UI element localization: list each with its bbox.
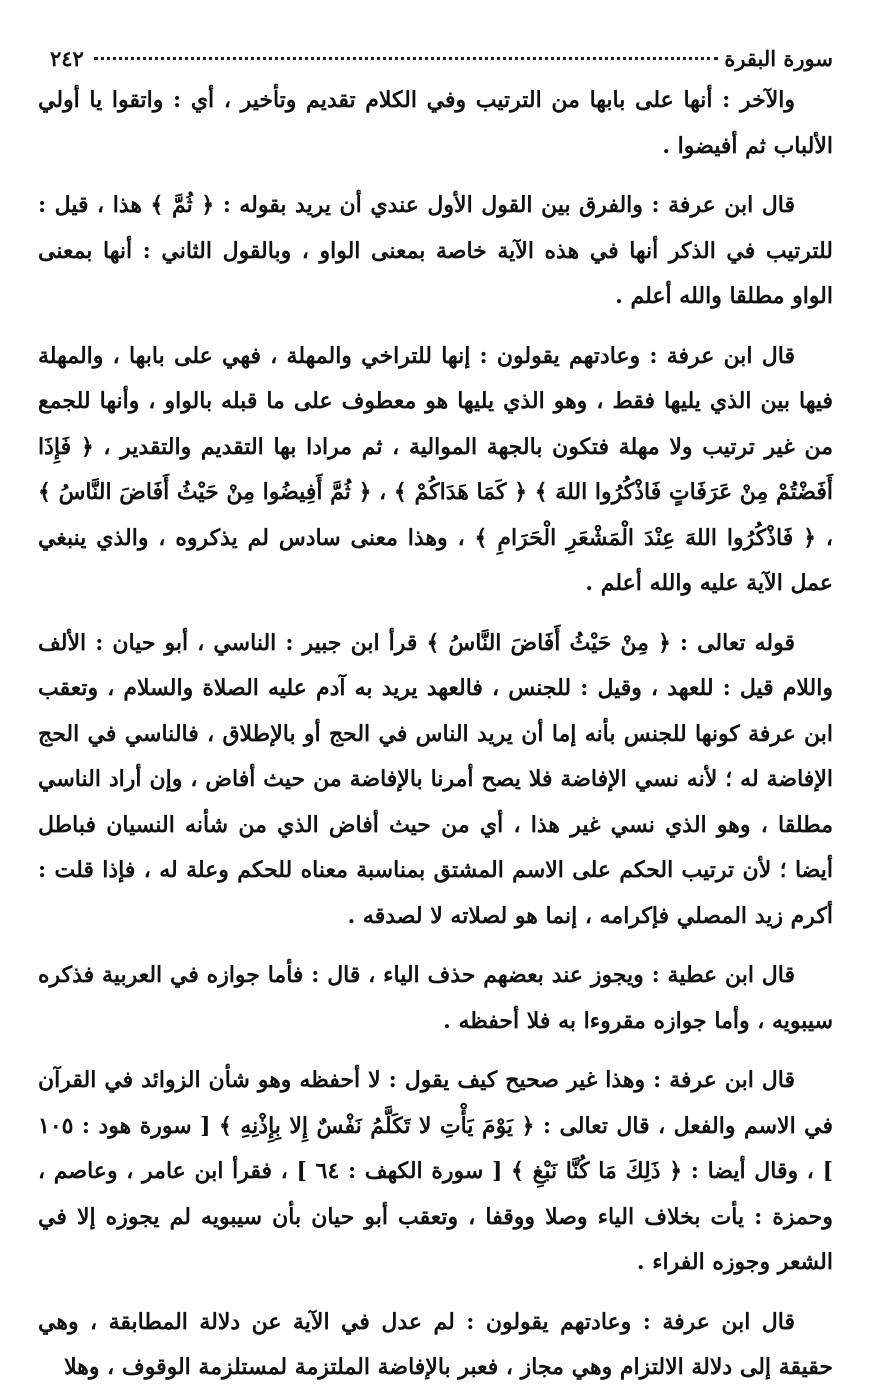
paragraph: قال ابن عرفة : والفرق بين القول الأول عندي أن يريد بقوله : ﴿ ثُمَّ ﴾ هذا ، قيل : للترتيب في الذكر أنها في هذه الآية خاصة بمعنى الواو ، وبالقول الثاني : أنها بمعنى الواو مطلقا والله أعلم . — [38, 192, 833, 309]
page-header — [38, 38, 833, 78]
paragraph: قال ابن عطية : ويجوز عند بعضهم حذف الياء ، قال : فأما جوازه في العربية فذكره سيبويه ، وأما جوازه مقروءا به فلا أحفظه . — [38, 962, 833, 1034]
surah-title: سورة البقرة — [724, 45, 833, 71]
page-number: ٢٤٢ — [50, 45, 84, 71]
paragraph: قوله تعالى : ﴿ مِنْ حَيْثُ أَفَاضَ النَّاسُ ﴾ قرأ ابن جبير : الناسي ، أبو حيان : الألف واللام قيل : للعهد ، وقيل : للجنس ، فالعهد يريد به آدم عليه الصلاة والسلام ، وتعقب ابن عرفة كونها للجنس بأنه إما أن يريد الناس في الحج أو بالإطلاق ، فالناسي في الحج الإفاضة له ؛ لأنه نسي الإفاضة فلا يصح أمرنا بالإفاضة من حيث أفاض ، وإن أراد الناسي مطلقا ، وهو الذي نسي غير هذا ، أي من حيث أفاض الذي من شأنه النسيان فباطل أيضا ؛ لأن ترتيب الحكم على الاسم المشتق بمناسبة معناه للحكم وعلة له ، فإذا قلت : أكرم زيد المصلي فإكرامه ، إنما هو لصلاته لا لصدقه . — [38, 629, 833, 929]
header-dotted-leader — [94, 57, 718, 60]
paragraph: قال ابن عرفة : وعادتهم يقولون : إنها للتراخي والمهلة ، فهي على بابها ، والمهلة فيها بين الذي يليها فقط ، وهو الذي يليها هو معطوف على ما قبله بالواو ، وأنها للجمع من غير ترتيب ولا مهلة فتكون بالجهة الموالية ، ثم مرادا بها التقديم والتقدير ، ﴿ فَإِذَا أَفَضْتُمْ مِنْ عَرَفَاتٍ فَاذْكُرُوا اللهَ ﴾ ﴿ كَمَا هَدَاكُمْ ﴾ ، ﴿ ثُمَّ أَفِيضُوا مِنْ حَيْثُ أَفَاضَ النَّاسُ ﴾ ، ﴿ فَاذْكُرُوا اللهَ عِنْدَ الْمَشْعَرِ الْحَرَامِ ﴾ ، وهذا معنى سادس لم يذكروه ، والذي ينبغي عمل الآية عليه والله أعلم . — [38, 342, 833, 596]
body-text — [38, 78, 833, 1391]
paragraph: قال ابن عرفة : وهذا غير صحيح كيف يقول : لا أحفظه وهو شأن الزوائد في القرآن في الاسم والفعل ، قال تعالى : ﴿ يَوْمَ يَأْتِ لا تَكَلَّمُ نَفْسٌ إِلا بِإِذْنِهِ ﴾ [ سورة هود : ١٠٥ ] ، وقال أيضا : ﴿ ذَلِكَ مَا كُنَّا نَبْغِ ﴾ [ سورة الكهف : ٦٤ ] ، فقرأ ابن عامر ، وعاصم ، وحمزة : يأت بخلاف الياء وصلا ووقفا ، وتعقب أبو حيان بأن سيبويه لم يجوزه إلا في الشعر وجوزه الفراء . — [38, 1067, 833, 1275]
paragraph: والآخر : أنها على بابها من الترتيب وفي الكلام تقديم وتأخير ، أي : واتقوا يا أولي الألباب ثم أفيضوا . — [38, 87, 833, 159]
paragraph: قال ابن عرفة : وعادتهم يقولون : لم عدل في الآية عن دلالة المطابقة ، وهي حقيقة إلى دلالة الالتزام وهي مجاز ، فعبر بالإفاضة الملتزمة لمستلزمة الوقوف ، وهلا — [38, 1308, 833, 1380]
